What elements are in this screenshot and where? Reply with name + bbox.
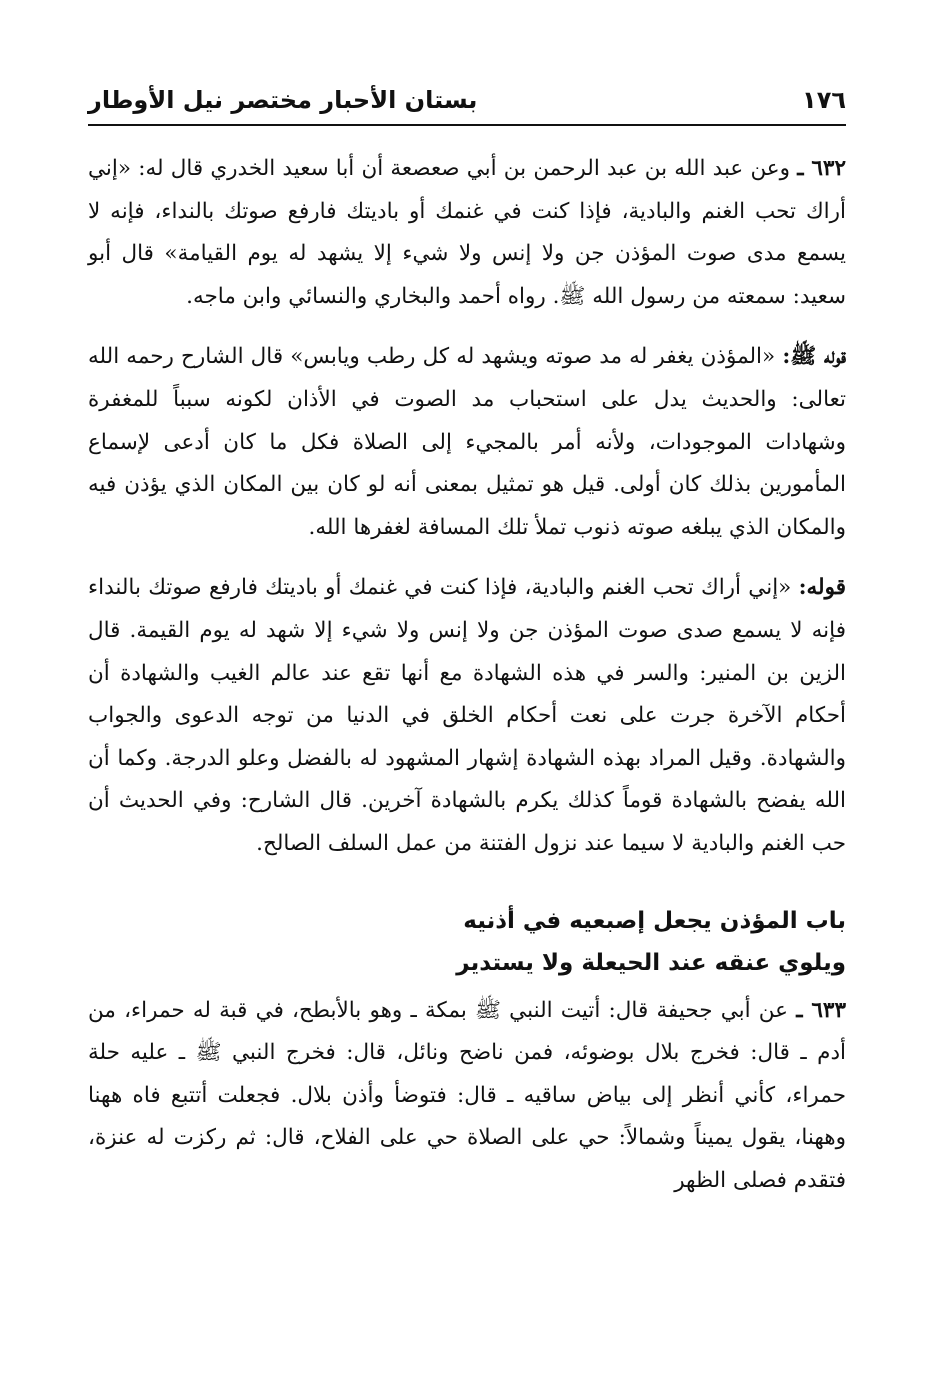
- page-number: ١٧٦: [802, 86, 846, 114]
- book-title: بستان الأحبار مختصر نيل الأوطار: [88, 86, 478, 114]
- chapter-heading-line-1: باب المؤذن يجعل إصبعيه في أذنيه: [463, 907, 846, 934]
- body-text: [88, 148, 846, 1202]
- hadith-number: ٦٣٣ ـ: [796, 997, 846, 1023]
- paragraph-text: وعن عبد الله بن عبد الرحمن بن أبي صعصعة أن أبا سعيد الخدري قال له: «إني أراك تحب الغنم والبادية، فإذا كنت في غنمك أو باديتك فارفع صوتك بالنداء، فإنه لا يسمع مدى صوت المؤذن جن ولا إنس ولا شيء إلا يشهد له يوم القيامة» قال أبو سعيد: سمعته من رسول الله ﷺ. رواه أحمد والبخاري والنسائي وابن ماجه.: [88, 156, 846, 309]
- chapter-heading-line-2: ويلوي عنقه عند الحيعلة ولا يستدير: [456, 949, 846, 976]
- paragraph-text: «المؤذن يغفر له مد صوته ويشهد له كل رطب ويابس» قال الشارح رحمه الله تعالى: والحديث يدل على استحباب مد الصوت في الأذان لكونه سبباً للمغفرة وشهادات الموجودات، ولأنه أمر بالمجيء إلى الصلاة فكل ما كان أدعى لإسماع المأمورين بذلك كان أولى. قيل هو تمثيل بمعنى أنه لو كان بين المكان الذي يؤذن فيه والمكان الذي يبلغه صوته ذنوب تملأ تلك المسافة لغفرها الله.: [88, 344, 846, 540]
- chapter-heading: [88, 900, 846, 984]
- commentary-lead: قوله ﷺ:: [782, 344, 846, 370]
- paragraph-text: عن أبي جحيفة قال: أتيت النبي ﷺ بمكة ـ وهو بالأبطح، في قبة له حمراء، من أدم ـ قال: فخرج بلال بوضوئه، فمن ناضح ونائل، قال: فخرج النبي ﷺ ـ عليه حلة حمراء، كأني أنظر إلى بياض ساقيه ـ قال: فتوضأ وأذن بلال. فجعلت أتتبع فاه ههنا وههنا، يقول يميناً وشمالاً: حي على الصلاة حي على الفلاح، قال: ثم ركزت له عنزة، فتقدم فصلى الظهر: [88, 997, 846, 1193]
- hadith-633-paragraph: [88, 990, 846, 1203]
- paragraph-text: «إني أراك تحب الغنم والبادية، فإذا كنت في غنمك أو باديتك فارفع صوتك بالنداء فإنه لا يسمع صدى صوت المؤذن جن ولا إنس ولا شيء إلا شهد له يوم القيمة. قال الزين بن المنير: والسر في هذه الشهادة مع أنها تقع عند عالم الغيب والشهادة أن أحكام الآخرة جرت على نعت أحكام الخلق في الدنيا من توجه الدعوى والجواب والشهادة. وقيل المراد بهذه الشهادة إشهار المشهود له بالفضل وعلو الدرجة. وكما أن الله يفضح بالشهادة قوماً كذلك يكرم بالشهادة آخرين. قال الشارح: وفي الحديث أن حب الغنم والبادية لا سيما عند نزول الفتنة من عمل السلف الصالح.: [88, 575, 846, 856]
- commentary-paragraph: [88, 567, 846, 865]
- running-header: [88, 84, 846, 126]
- hadith-632-paragraph: [88, 148, 846, 318]
- book-page: [88, 84, 846, 1354]
- hadith-number: ٦٣٢ ـ: [797, 156, 846, 181]
- commentary-lead: قوله:: [798, 575, 846, 601]
- commentary-paragraph: [88, 336, 846, 549]
